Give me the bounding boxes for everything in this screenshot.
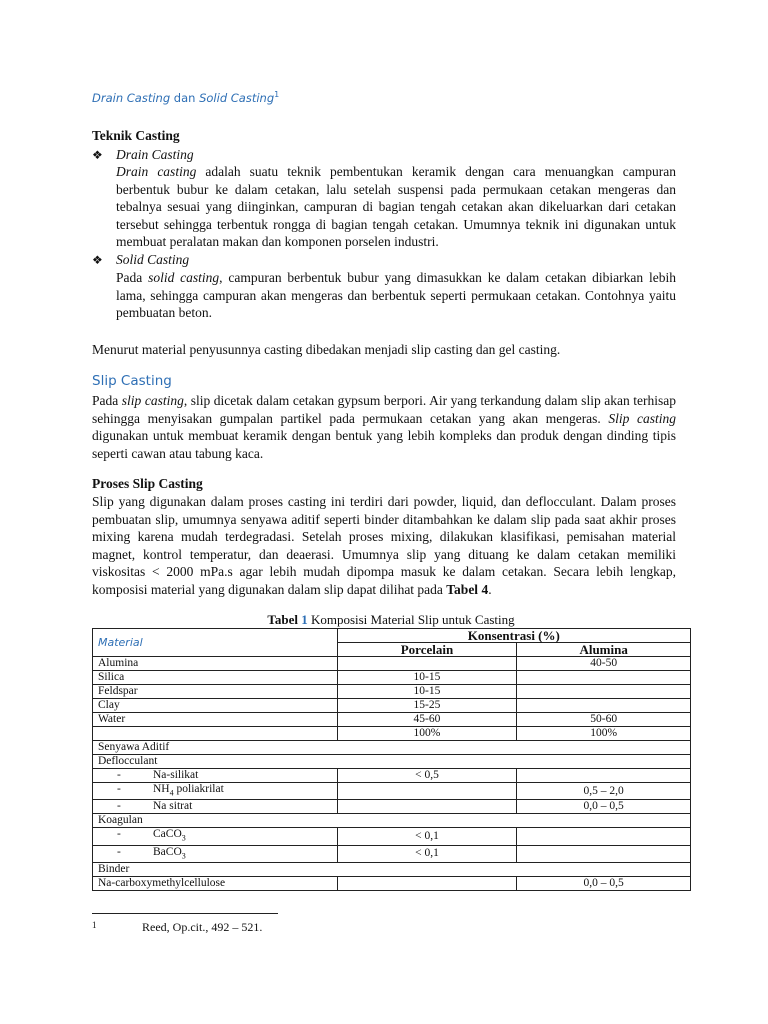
table-row [93, 814, 691, 828]
cell-porcelain: 10-15 [337, 685, 517, 699]
footnote-divider [92, 913, 278, 914]
table-row [93, 755, 691, 769]
cell-alumina: 40-50 [517, 657, 691, 671]
material-header: Material [93, 629, 338, 657]
table-row [93, 845, 691, 862]
menurut-paragraph: Menurut material penyusunnya casting dibedakan menjadi slip casting dan gel casting. [92, 342, 561, 357]
cell-name [93, 828, 338, 845]
diamond-bullet-icon: ❖ [92, 253, 103, 267]
caption-num: 1 [301, 612, 308, 627]
slip-casting-heading: Slip Casting [92, 373, 172, 389]
footnote-ref[interactable]: 1 [274, 90, 280, 99]
slip-mid: , slip dicetak dalam cetakan gypsum berpori. Air yang terkandung dalam slip akan terhisap sehingga menyisakan gumpalan partikel pada permukaan cetakan yang akan mengeras. [92, 393, 676, 426]
composition-table [92, 628, 691, 891]
solid-label: Solid Casting [116, 252, 190, 267]
slip-term-2: Slip casting [608, 410, 677, 426]
cell-name [93, 800, 338, 814]
teknik-title: Teknik Casting [92, 128, 180, 143]
cell-name-sub: 3 [181, 833, 186, 843]
cell-porcelain [337, 783, 517, 800]
bullet-solid [92, 251, 676, 270]
table-row [93, 727, 691, 741]
cell-porcelain [337, 657, 517, 671]
cell-porcelain: < 0,5 [337, 769, 517, 783]
cell-alumina [517, 671, 691, 685]
cell-name: Na-carboxymethylcellulose [93, 876, 338, 890]
cell-name-main: CaCO [153, 828, 182, 841]
diamond-bullet-icon: ❖ [92, 148, 103, 162]
caption-text: Komposisi Material Slip untuk Casting [307, 612, 515, 627]
cell-name: Water [93, 713, 338, 727]
heading-drain: Drain Casting [92, 90, 171, 105]
porcelain-header: Porcelain [337, 643, 517, 657]
cell-alumina: 100% [517, 727, 691, 741]
cell-name: Feldspar [93, 685, 338, 699]
cell-porcelain: < 0,1 [337, 828, 517, 845]
cell-name [93, 727, 338, 741]
drain-term: Drain casting [116, 164, 197, 179]
table-row [93, 828, 691, 845]
cell-porcelain [337, 876, 517, 890]
cell-alumina: 50-60 [517, 713, 691, 727]
cell-porcelain: 100% [337, 727, 517, 741]
cell-alumina: 0,5 – 2,0 [517, 783, 691, 800]
table-row [93, 713, 691, 727]
table-row [93, 657, 691, 671]
cell-name [93, 845, 338, 862]
dash: - [117, 800, 121, 813]
solid-paragraph [116, 269, 676, 322]
cell-name: Clay [93, 699, 338, 713]
heading-solid: Solid Casting [199, 90, 275, 105]
table-row [93, 876, 691, 890]
drain-label: Drain Casting [116, 147, 194, 162]
slip-end: digunakan untuk membuat keramik dengan bentuk yang lebih kompleks dan produk dengan dinding tipis seperti cawan atau tabung kaca. [92, 428, 676, 461]
cell-porcelain: < 0,1 [337, 845, 517, 862]
drain-paragraph [116, 163, 676, 251]
dash: - [117, 845, 121, 858]
binder-label: Binder [93, 862, 691, 876]
aditif-label: Senyawa Aditif [93, 741, 691, 755]
cell-porcelain [337, 800, 517, 814]
footnote-text: Reed, Op.cit., 492 – 521. [142, 920, 263, 934]
table-row [93, 862, 691, 876]
cell-name-rest: poliakrilat [173, 783, 224, 795]
document-heading [92, 90, 279, 105]
defloc-label: Deflocculant [93, 755, 691, 769]
footnote [92, 920, 262, 935]
cell-name-main: NH [153, 783, 170, 795]
cell-name-sub: 4 [169, 788, 174, 798]
cell-porcelain: 10-15 [337, 671, 517, 685]
cell-name: Silica [93, 671, 338, 685]
slip-pre: Pada [92, 393, 122, 408]
caption-label: Tabel [267, 612, 298, 627]
solid-term: solid casting [148, 270, 220, 285]
dash: - [117, 828, 121, 841]
cell-alumina: 0,0 – 0,5 [517, 800, 691, 814]
cell-alumina [517, 845, 691, 862]
table-row [93, 800, 691, 814]
table-row [93, 671, 691, 685]
cell-alumina [517, 828, 691, 845]
proses-title: Proses Slip Casting [92, 476, 203, 491]
slip-paragraph [92, 392, 676, 462]
cell-name-main: BaCO [153, 845, 182, 858]
table-header-row [93, 629, 691, 643]
cell-alumina [517, 769, 691, 783]
table-row [93, 741, 691, 755]
footnote-mark: 1 [92, 920, 97, 930]
solid-pre: Pada [116, 270, 149, 285]
table-row [93, 769, 691, 783]
cell-alumina [517, 699, 691, 713]
table-row [93, 699, 691, 713]
cell-porcelain: 15-25 [337, 699, 517, 713]
slip-term-1: slip casting [121, 393, 184, 408]
solid-text: , campuran berbentuk bubur yang dimasukkan ke dalam cetakan dibiarkan lebih lama, sehingga campuran akan mengeras dan berbentuk seperti permukaan cetakan. Contohnya yaitu pembuatan beton. [116, 270, 676, 320]
table-row [93, 685, 691, 699]
cell-alumina: 0,0 – 0,5 [517, 876, 691, 890]
proses-end: . [488, 581, 492, 597]
cell-name-sub: 3 [181, 850, 186, 860]
koagulan-label: Koagulan [93, 814, 691, 828]
alumina-header: Alumina [517, 643, 691, 657]
table-caption [92, 612, 690, 628]
cell-name [93, 783, 338, 800]
table-ref[interactable]: Tabel 4 [446, 581, 489, 597]
dash: - [117, 769, 121, 781]
table-row [93, 783, 691, 800]
proses-paragraph [92, 493, 676, 598]
dash: - [117, 783, 121, 795]
heading-dan: dan [173, 90, 196, 105]
proses-text: Slip yang digunakan dalam proses casting ini terdiri dari powder, liquid, dan deflocculant. Dalam proses pembuatan slip, umumnya senyawa aditif seperti binder ditambahkan ke dalam slip pada saat akhir proses mixing karena mudah terdegradasi. Setelah proses mixing, dilakukan klasifikasi, pemisahan material magnet, kontrol temperatur, dan deaerasi. Umumnya slip yang dituang ke dalam cetakan memiliki viskositas < 2000 mPa.s agar lebih mudah dipompa masuk ke dalam cetakan. Secara lebih lengkap, komposisi material yang digunakan dalam slip dapat dilihat pada [92, 494, 676, 597]
cell-name-text: Na-silikat [153, 769, 199, 781]
cell-alumina [517, 685, 691, 699]
cell-porcelain: 45-60 [337, 713, 517, 727]
drain-text: adalah suatu teknik pembentukan keramik dengan cara menuangkan campuran berbentuk bubur ke dalam cetakan, lalu setelah suspensi pada permukaan cetakan mengeras dan tebalnya sesuai yang diinginkan, campuran di bagian tengah cetakan akan dikeluarkan dari cetakan tersebut sehingga terbentuk rongga di bagian tengah cetakan. Umumnya teknik ini digunakan untuk membuat peralatan makan dan komponen porselen industri. [116, 164, 676, 249]
bullet-drain [92, 146, 676, 165]
konsentrasi-header: Konsentrasi (%) [337, 629, 690, 643]
cell-name [93, 769, 338, 783]
cell-name-text: Na sitrat [153, 800, 193, 813]
cell-name: Alumina [93, 657, 338, 671]
